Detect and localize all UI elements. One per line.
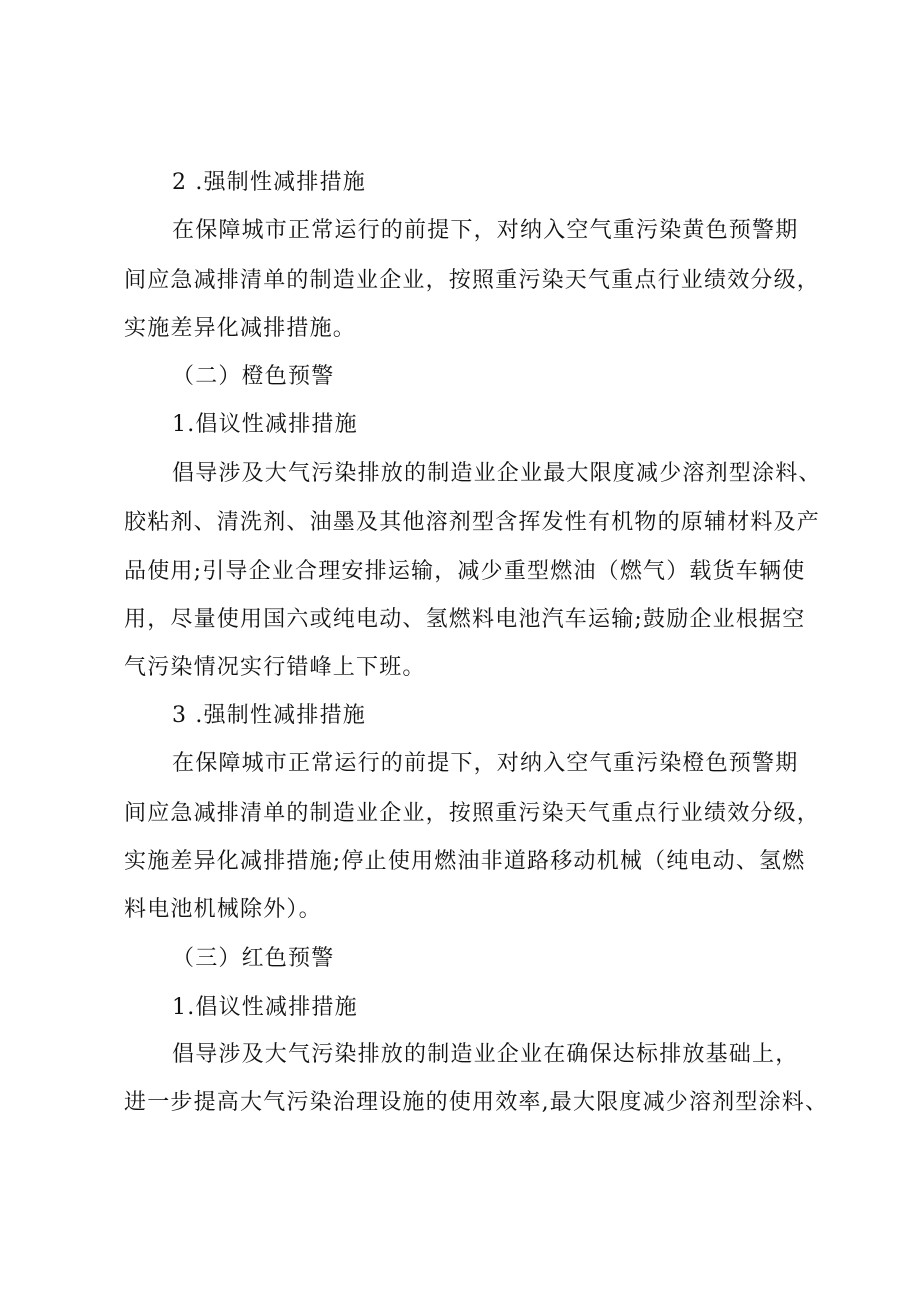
paragraph-line: 间应急减排清单的制造业企业，按照重污染天气重点行业绩效分级，	[124, 801, 821, 826]
paragraph-line: 实施差异化减排措施。	[124, 316, 357, 341]
paragraph-line: 实施差异化减排措施;停止使用燃油非道路移动机械（纯电动、氢燃	[124, 849, 806, 874]
paragraph-line: 进一步提高大气污染治理设施的使用效率,最大限度减少溶剂型涂料、	[124, 1090, 829, 1115]
paragraph-line: 倡导涉及大气污染排放的制造业企业最大限度减少溶剂型涂料、	[172, 461, 822, 486]
paragraph-line: 用，尽量使用国六或纯电动、氢燃料电池汽车运输;鼓励企业根据空	[124, 607, 806, 632]
section-heading: （三）红色预警	[172, 946, 335, 971]
paragraph-line: 胶粘剂、清洗剂、油墨及其他溶剂型含挥发性有机物的原辅材料及产	[124, 510, 821, 535]
section-heading: 1.倡议性减排措施	[172, 995, 358, 1020]
paragraph-line: 倡导涉及大气污染排放的制造业企业在确保达标排放基础上，	[172, 1042, 799, 1067]
paragraph-line: 气污染情况实行错峰上下班。	[124, 655, 426, 680]
section-heading: 3 .强制性减排措施	[172, 703, 366, 728]
section-heading: （二）橙色预警	[172, 364, 335, 389]
paragraph-line: 间应急减排清单的制造业企业，按照重污染天气重点行业绩效分级，	[124, 268, 821, 293]
section-heading: 2 .强制性减排措施	[172, 170, 366, 195]
paragraph-line: 在保障城市正常运行的前提下，对纳入空气重污染黄色预警期	[172, 218, 799, 243]
paragraph-line: 在保障城市正常运行的前提下，对纳入空气重污染橙色预警期	[172, 751, 799, 776]
paragraph-line: 品使用;引导企业合理安排运输，减少重型燃油（燃气）载货车辆使	[124, 559, 806, 584]
section-heading: 1.倡议性减排措施	[172, 412, 358, 437]
paragraph-line: 料电池机械除外）。	[124, 897, 322, 922]
